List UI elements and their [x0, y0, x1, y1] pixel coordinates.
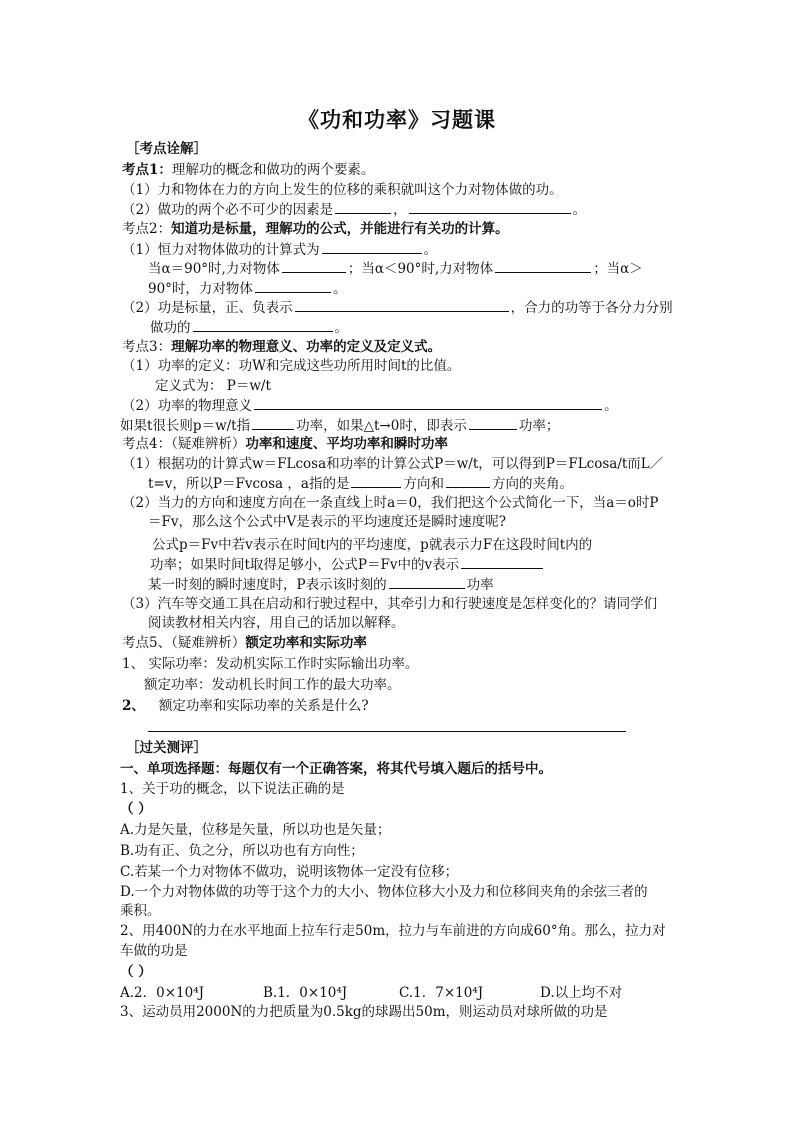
k4-line6	[150, 554, 545, 575]
k4-line2-mid: 方向和	[403, 476, 444, 492]
k4-line2	[148, 473, 573, 494]
k1-line2-end: 。	[572, 202, 587, 218]
k3-heading-text: 理解功率的物理意义、功率的定义及定义式。	[171, 339, 442, 355]
k5-heading	[122, 633, 367, 653]
k5-label: 考点5、（疑难辨析）	[122, 635, 246, 651]
k3-blank-1[interactable]	[254, 395, 602, 410]
k4-line2-end: 方向的夹角。	[491, 476, 573, 492]
q2-option-b: B.1．0×10⁴J	[263, 985, 348, 1001]
k3-line4-mid: 功率，如果△t→0时，即表示	[296, 418, 467, 434]
q3-stem: 3、运动员用2000N的力把质量为0.5kg的球踢出50m，则运动员对球所做的功是	[120, 1004, 608, 1020]
k2-line3	[148, 278, 346, 299]
q2-option-c: C.1．7×10⁴J	[399, 985, 484, 1001]
part1-heading: 一、单项选择题：每题仅有一个正确答案，将其代号填入题后的括号中。	[120, 761, 552, 777]
k4-blank-1[interactable]	[351, 473, 401, 488]
k2-line3-end: 。	[332, 281, 347, 297]
k5-heading-text: 额定功率和实际功率	[245, 635, 367, 651]
k1-blank-1[interactable]	[335, 199, 391, 214]
k2-line1-end: 。	[423, 242, 438, 258]
k4-line5: 公式p＝Fv中若v表示在时间t内的平均速度，p就表示力F在这段时间t内的	[152, 537, 593, 553]
q2-answer-paren[interactable]: （ ）	[120, 964, 152, 980]
k1-line2-sep: ，	[393, 202, 407, 218]
k2-line5-text: 做功的	[150, 320, 191, 336]
k4-line2-text: t=v，所以P＝Fvcosa ，a指的是	[148, 476, 350, 492]
k2-heading	[122, 219, 509, 239]
q2-option-a: A.2．0×10⁴J	[120, 985, 205, 1001]
k1-line2	[122, 199, 586, 220]
k4-blank-4[interactable]	[389, 574, 465, 589]
k5-line1: 1、 实际功率：发动机实际工作时实际输出功率。	[122, 656, 419, 672]
k4-line7-end: 功率	[466, 577, 494, 593]
k3-blank-3[interactable]	[469, 415, 517, 430]
k5-line3-num: 2、	[122, 698, 145, 714]
k2-heading-text: 知道功是标量，理解功的公式，并能进行有关功的计算。	[171, 221, 509, 237]
section-analysis: ［考点诠解］	[126, 141, 207, 157]
k1-line2-text: （2）做功的两个必不可少的因素是	[122, 202, 334, 218]
k2-line5	[150, 317, 348, 338]
k3-label: 考点3：	[122, 339, 172, 355]
k4-line8: （3）汽车等交通工具在启动和行驶过程中，其牵引力和行驶速度是怎样变化的？请同学们	[122, 596, 658, 612]
k4-line1: （1）根据功的计算式w＝FLcosa和功率的计算公式P＝w/t，可以得到P＝FLcosa/t而L／	[122, 456, 664, 472]
q1-stem: 1、关于功的概念，以下说法正确的是	[120, 781, 345, 797]
k4-line6-text: 功率；如果时间t取得足够小，公式P＝Fv中的v表示	[150, 557, 460, 573]
k1-label: 考点1：	[122, 162, 172, 178]
k3-line4-end: 功率；	[518, 418, 560, 434]
k4-heading-text: 功率和速度、平均功率和瞬时功率	[245, 436, 448, 452]
k3-line3-text: （2）功率的物理意义	[122, 398, 253, 414]
k5-line3	[122, 696, 369, 716]
k2-line4-text: （2）功是标量，正、负表示	[122, 300, 293, 316]
k3-line4-text: 如果t很长则p＝w/t指	[120, 418, 251, 434]
k4-blank-3[interactable]	[461, 554, 543, 569]
k4-line9: 阅读教材相关内容，用自己的话加以解释。	[148, 615, 405, 631]
q2-stem-line2: 车做的功是	[120, 943, 188, 959]
k1-blank-2[interactable]	[409, 199, 571, 214]
k2-line1-text: （1）恒力对物体做功的计算式为	[122, 242, 320, 258]
k2-line3-text: 90°时，力对物体	[148, 281, 253, 297]
q1-answer-paren[interactable]: （ ）	[120, 801, 152, 817]
k4-line7-text: 某一时刻的瞬时速度时，P表示该时刻的	[148, 577, 387, 593]
k2-line2	[148, 258, 643, 279]
k2-blank-1[interactable]	[322, 239, 422, 254]
k4-line7	[148, 574, 494, 595]
k2-line5-end: 。	[334, 320, 348, 336]
k2-blank-3[interactable]	[495, 258, 591, 273]
k2-line4	[122, 297, 673, 318]
k3-line2: 定义式为： P＝w/t	[155, 378, 271, 394]
k1-heading	[122, 160, 374, 180]
k2-line4-end: ，合力的功等于各分力分别	[510, 300, 673, 316]
k3-line1: （1）功率的定义：功W和完成这些功所用时间t的比值。	[122, 358, 461, 374]
k4-blank-2[interactable]	[446, 473, 490, 488]
k3-line3	[122, 395, 618, 416]
k5-line2: 额定功率：发动机长时间工作的最大功率。	[144, 677, 401, 693]
k2-blank-5[interactable]	[295, 297, 509, 312]
k4-line4: ＝Fv，那么这个公式中V是表示的平均速度还是瞬时速度呢?	[148, 514, 506, 530]
q1-option-d-line1: D.一个力对物体做的功等于这个力的大小、物体位移大小及力和位移间夹角的余弦三者的	[120, 884, 648, 900]
q2-stem-line1: 2、用400N的力在水平地面上拉车行走50m，拉力与车前进的方向成60°角。那么，拉力对	[120, 923, 666, 939]
k2-label: 考点2：	[122, 221, 172, 237]
page-title: 《功和功率》习题课	[298, 107, 496, 132]
k2-line1	[122, 239, 437, 260]
k3-blank-2[interactable]	[252, 415, 294, 430]
k2-blank-6[interactable]	[193, 317, 333, 332]
k1-heading-text: 理解功的概念和做功的两个要素。	[171, 162, 375, 178]
k2-blank-2[interactable]	[282, 258, 346, 273]
k5-line3-text: 额定功率和实际功率的关系是什么?	[158, 698, 369, 714]
k2-line2-text: 当α＝90°时,力对物体	[148, 261, 280, 277]
k4-heading	[122, 434, 448, 454]
k3-line3-end: 。	[604, 398, 618, 414]
section-test: ［过关测评］	[126, 740, 207, 756]
q1-option-b: B.功有正、负之分，所以功也有方向性；	[120, 843, 364, 859]
k4-label: 考点4：（疑难辨析）	[122, 436, 246, 452]
k4-line3: （2）当力的方向和速度方向在一条直线上时a＝0，我们把这个公式简化一下，当a＝o时P	[122, 495, 659, 511]
q1-option-c: C.若某一个力对物体不做功，说明该物体一定没有位移；	[120, 864, 459, 880]
q1-option-a: A.力是矢量，位移是矢量，所以功也是矢量；	[120, 822, 391, 838]
k3-heading	[122, 337, 441, 357]
k2-line2-end: ；当α＞	[593, 261, 643, 277]
k2-blank-4[interactable]	[255, 278, 331, 293]
answer-line[interactable]	[148, 731, 626, 732]
k1-line1: （1）力和物体在力的方向上发生的位移的乘积就叫这个力对物体做的功。	[122, 182, 563, 198]
q2-option-d: D.以上均不对	[540, 985, 623, 1001]
k2-line2-mid: ；当α＜90°时,力对物体	[347, 261, 494, 277]
k3-line4	[120, 415, 559, 436]
q1-option-d-line2: 乘积。	[120, 903, 161, 919]
